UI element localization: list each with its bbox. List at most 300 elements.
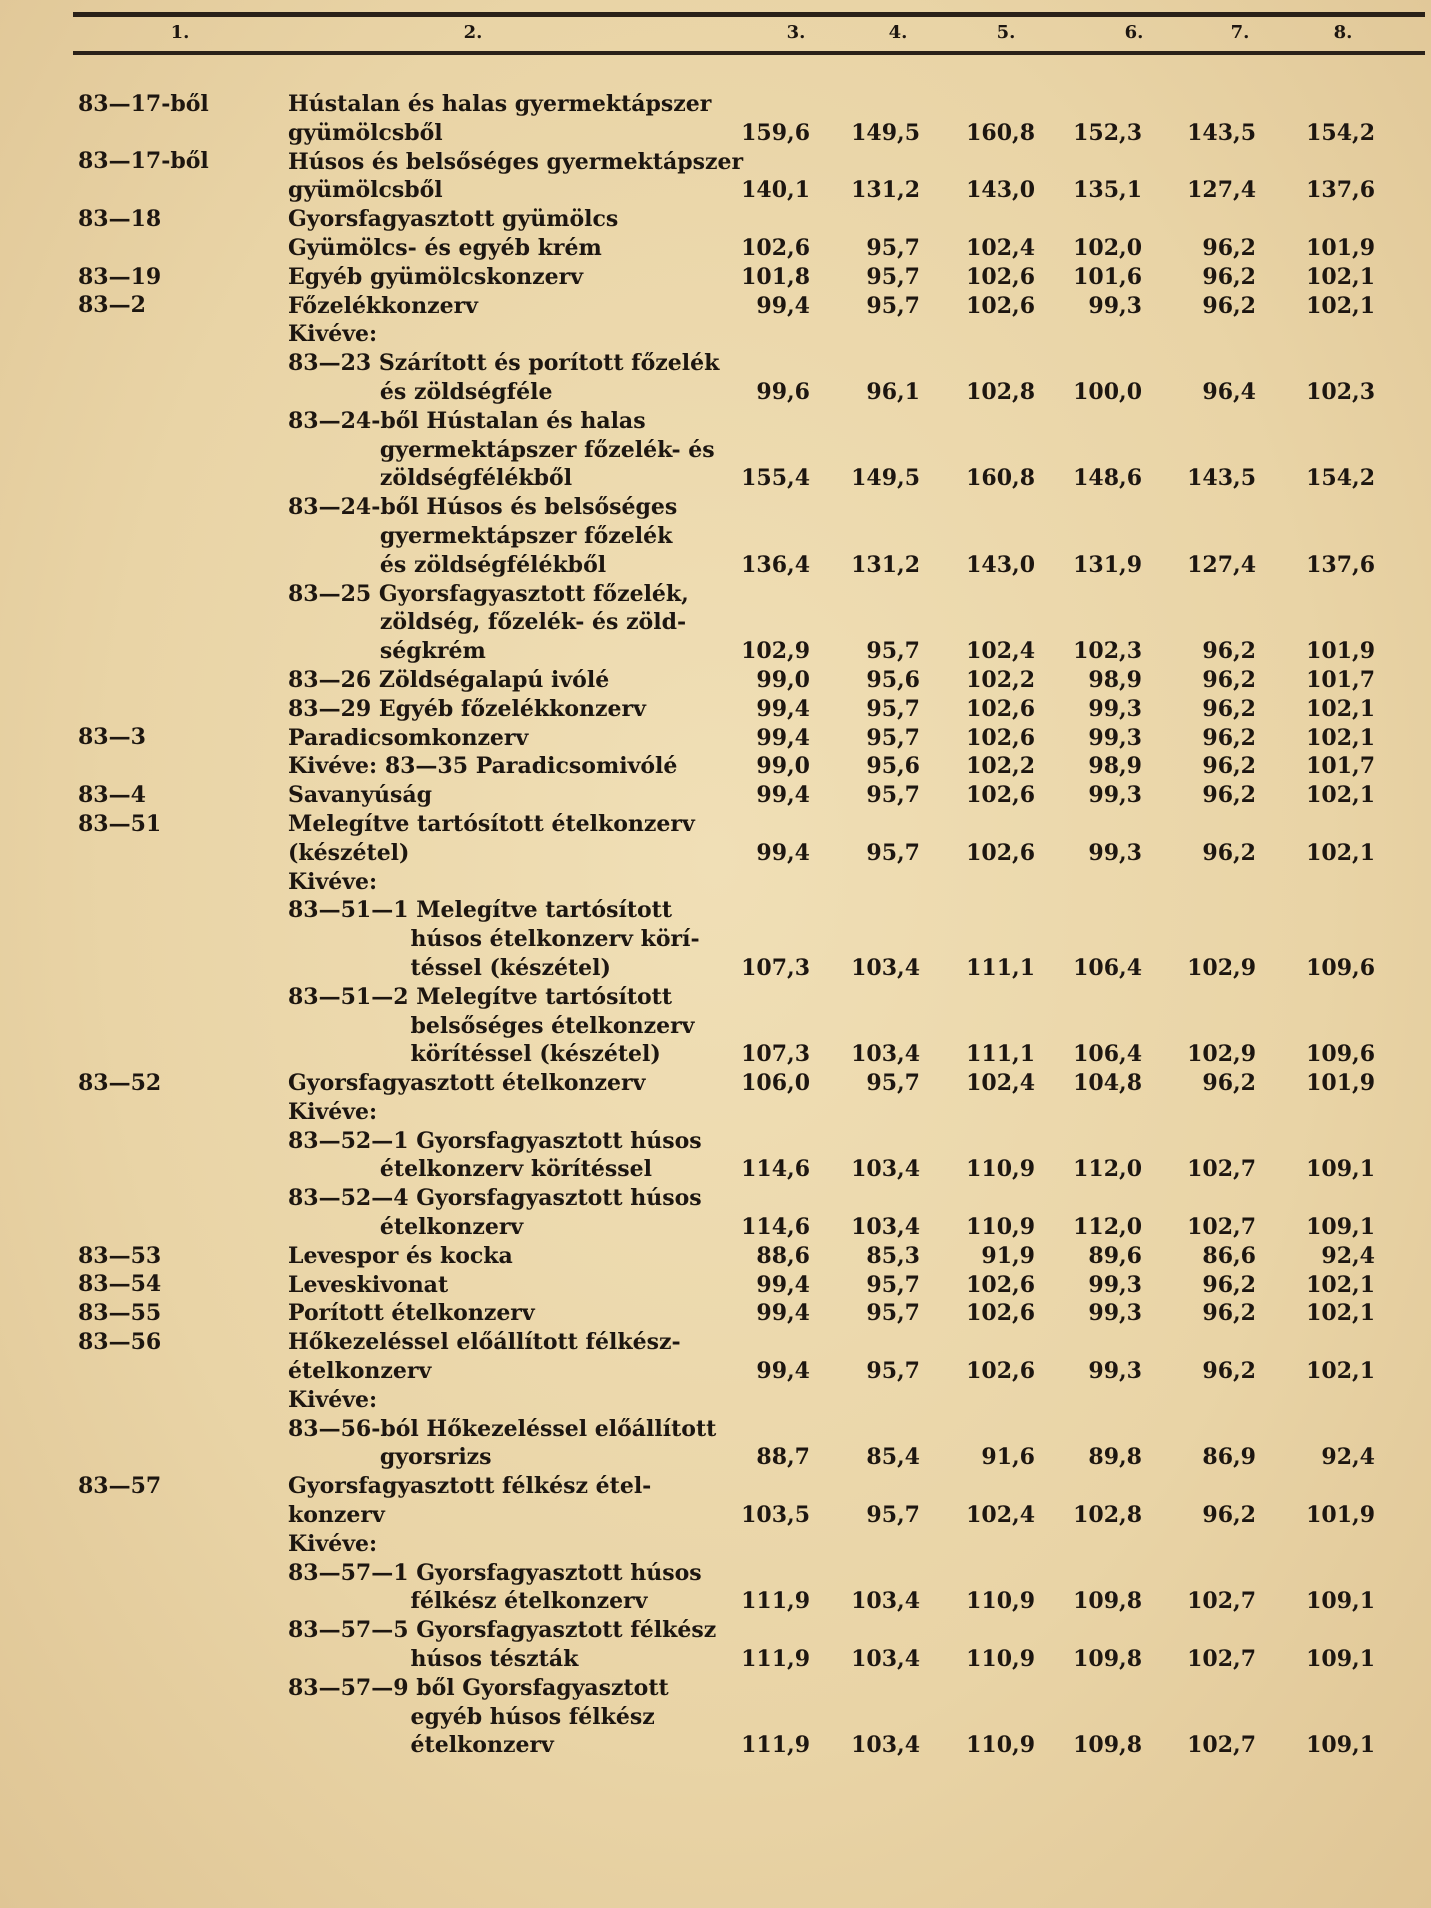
value-col-6: 109,8 (1073, 1588, 1142, 1615)
value-col-8: 101,9 (1306, 234, 1375, 261)
value-col-3: 155,4 (741, 465, 810, 492)
description-line: Porított ételkonzerv (288, 1300, 535, 1327)
description-line: Savanyúság (288, 782, 432, 809)
value-col-5: 91,9 (981, 1242, 1035, 1269)
description-line: körítéssel (készétel) (288, 1041, 661, 1068)
value-col-7: 96,2 (1202, 782, 1256, 809)
value-col-3: 99,0 (756, 666, 810, 693)
value-col-3: 111,9 (741, 1646, 810, 1673)
row-code: 83—17-ből (78, 90, 209, 117)
value-col-3: 103,5 (741, 1502, 810, 1529)
value-col-7: 86,9 (1202, 1444, 1256, 1471)
row-code: 83—4 (78, 781, 146, 808)
value-col-6: 98,9 (1088, 753, 1142, 780)
value-col-5: 143,0 (966, 551, 1035, 578)
description-line: 83—25 Gyorsfagyasztott főzelék, (288, 580, 689, 607)
description-line: Hőkezeléssel előállított félkész- (288, 1329, 681, 1356)
value-col-7: 86,6 (1202, 1242, 1256, 1269)
value-col-4: 95,6 (866, 753, 920, 780)
row-code: 83—2 (78, 292, 146, 319)
description-line: Gyorsfagyasztott gyümölcs (288, 206, 619, 233)
row-description (288, 90, 758, 148)
row-code: 83—56 (78, 1329, 162, 1356)
value-col-6: 89,8 (1088, 1444, 1142, 1471)
value-col-5: 110,9 (966, 1588, 1035, 1615)
top-rule (73, 12, 1425, 17)
row-description (288, 349, 758, 407)
row-code: 83—55 (78, 1300, 162, 1327)
description-line: Húsos és belsőséges gyermektápszer (288, 148, 744, 175)
value-col-7: 102,7 (1187, 1214, 1256, 1241)
value-col-4: 103,4 (851, 1214, 920, 1241)
table-row (0, 752, 1431, 781)
row-description (288, 580, 758, 666)
value-col-5: 102,6 (966, 724, 1035, 751)
table-row (0, 1415, 1431, 1473)
value-col-8: 102,1 (1306, 695, 1375, 722)
table-row (0, 205, 1431, 263)
value-col-7: 96,4 (1202, 378, 1256, 405)
value-col-3: 99,4 (756, 292, 810, 319)
row-description (288, 292, 758, 321)
value-col-7: 96,2 (1202, 1271, 1256, 1298)
description-line: Gyorsfagyasztott félkész étel- (288, 1473, 652, 1500)
value-col-3: 99,4 (756, 695, 810, 722)
column-header-row (0, 22, 1431, 48)
value-col-4: 95,7 (866, 1271, 920, 1298)
table-row (0, 1271, 1431, 1300)
value-col-5: 102,8 (966, 378, 1035, 405)
value-col-8: 101,9 (1306, 1502, 1375, 1529)
value-col-8: 101,9 (1306, 1070, 1375, 1097)
column-header-2: 2. (463, 22, 483, 43)
description-line: Gyorsfagyasztott ételkonzerv (288, 1070, 646, 1097)
value-col-4: 103,4 (851, 1732, 920, 1759)
value-col-7: 143,5 (1187, 465, 1256, 492)
table-row (0, 1386, 1431, 1415)
value-col-3: 107,3 (741, 954, 810, 981)
value-col-5: 110,9 (966, 1646, 1035, 1673)
column-header-6: 6. (1124, 22, 1144, 43)
table-row (0, 1127, 1431, 1185)
description-line: Kivéve: (288, 868, 378, 895)
description-line: Hústalan és halas gyermektápszer (288, 91, 712, 117)
value-col-6: 100,0 (1073, 378, 1142, 405)
value-col-8: 101,9 (1306, 638, 1375, 665)
value-col-8: 102,1 (1306, 1271, 1375, 1298)
value-col-3: 107,3 (741, 1041, 810, 1068)
row-description (288, 1271, 758, 1300)
value-col-8: 92,4 (1321, 1444, 1375, 1471)
value-col-3: 99,4 (756, 839, 810, 866)
value-col-7: 127,4 (1187, 177, 1256, 204)
value-col-8: 102,1 (1306, 263, 1375, 290)
value-col-7: 96,2 (1202, 724, 1256, 751)
row-description (288, 1616, 758, 1674)
description-line: Levespor és kocka (288, 1242, 513, 1269)
table-row (0, 1559, 1431, 1617)
value-col-5: 102,4 (966, 638, 1035, 665)
value-col-7: 96,2 (1202, 666, 1256, 693)
value-col-8: 109,6 (1306, 954, 1375, 981)
value-col-7: 96,2 (1202, 638, 1256, 665)
value-col-4: 149,5 (851, 119, 920, 146)
value-col-5: 110,9 (966, 1214, 1035, 1241)
row-code: 83—17-ből (78, 148, 209, 175)
row-description (288, 724, 758, 753)
value-col-6: 89,6 (1088, 1242, 1142, 1269)
value-col-6: 131,9 (1073, 551, 1142, 578)
value-col-4: 95,7 (866, 1300, 920, 1327)
value-col-4: 103,4 (851, 1041, 920, 1068)
value-col-3: 102,6 (741, 234, 810, 261)
value-col-5: 102,6 (966, 263, 1035, 290)
value-col-8: 102,1 (1306, 782, 1375, 809)
description-line: ségkrém (288, 638, 486, 665)
row-description (288, 148, 758, 206)
value-col-8: 102,1 (1306, 1358, 1375, 1385)
column-header-1: 1. (170, 22, 190, 43)
description-line: Kivéve: 83—35 Paradicsomivólé (288, 753, 678, 780)
row-description (288, 493, 758, 579)
value-col-4: 95,7 (866, 724, 920, 751)
description-line: belsőséges ételkonzerv (288, 1012, 695, 1039)
row-description (288, 1674, 758, 1760)
value-col-6: 106,4 (1073, 954, 1142, 981)
description-line: ételkonzerv (288, 1358, 432, 1385)
value-col-7: 96,2 (1202, 753, 1256, 780)
description-line: 83—24-ből Hústalan és halas (288, 407, 646, 434)
value-col-6: 148,6 (1073, 465, 1142, 492)
value-col-5: 102,4 (966, 1070, 1035, 1097)
value-col-6: 99,3 (1088, 292, 1142, 319)
value-col-3: 99,6 (756, 378, 810, 405)
column-header-5: 5. (996, 22, 1016, 43)
value-col-8: 101,7 (1306, 753, 1375, 780)
value-col-6: 102,8 (1073, 1502, 1142, 1529)
table-row (0, 1299, 1431, 1328)
description-line: 83—57—9 ből Gyorsfagyasztott (288, 1674, 669, 1701)
description-line: 83—57—5 Gyorsfagyasztott félkész (288, 1617, 717, 1644)
value-col-5: 160,8 (966, 465, 1035, 492)
value-col-6: 135,1 (1073, 177, 1142, 204)
table-row (0, 781, 1431, 810)
row-description (288, 810, 758, 868)
value-col-4: 103,4 (851, 954, 920, 981)
description-line: Gyümölcs- és egyéb krém (288, 234, 602, 261)
table-row (0, 1674, 1431, 1760)
value-col-3: 99,4 (756, 1358, 810, 1385)
description-line: és zöldségféle (288, 378, 553, 405)
value-col-3: 88,6 (756, 1242, 810, 1269)
row-description (288, 1472, 758, 1530)
description-line: 83—52—1 Gyorsfagyasztott húsos (288, 1127, 702, 1154)
value-col-8: 109,1 (1306, 1732, 1375, 1759)
description-line: Egyéb gyümölcskonzerv (288, 263, 584, 290)
value-col-7: 102,9 (1187, 954, 1256, 981)
value-col-4: 131,2 (851, 177, 920, 204)
value-col-4: 95,7 (866, 234, 920, 261)
value-col-7: 96,2 (1202, 234, 1256, 261)
value-col-8: 92,4 (1321, 1242, 1375, 1269)
value-col-8: 101,7 (1306, 666, 1375, 693)
row-code: 83—52 (78, 1069, 162, 1096)
row-code: 83—19 (78, 263, 162, 290)
description-line: 83—26 Zöldségalapú ivólé (288, 666, 610, 693)
value-col-4: 95,7 (866, 263, 920, 290)
description-line: félkész ételkonzerv (288, 1588, 648, 1615)
description-line: Kivéve: (288, 1098, 378, 1125)
value-col-5: 102,2 (966, 753, 1035, 780)
row-description (288, 695, 758, 724)
row-description (288, 1069, 758, 1098)
column-header-7: 7. (1230, 22, 1250, 43)
column-header-4: 4. (888, 22, 908, 43)
value-col-4: 103,4 (851, 1156, 920, 1183)
value-col-5: 102,4 (966, 234, 1035, 261)
table-row (0, 320, 1431, 349)
value-col-5: 110,9 (966, 1156, 1035, 1183)
value-col-6: 99,3 (1088, 1300, 1142, 1327)
value-col-6: 112,0 (1073, 1214, 1142, 1241)
value-col-5: 102,6 (966, 839, 1035, 866)
row-code: 83—57 (78, 1473, 162, 1500)
header-rule (73, 51, 1425, 55)
row-description (288, 781, 758, 810)
value-col-5: 102,6 (966, 695, 1035, 722)
value-col-5: 160,8 (966, 119, 1035, 146)
value-col-3: 114,6 (741, 1156, 810, 1183)
value-col-6: 101,6 (1073, 263, 1142, 290)
table-row (0, 666, 1431, 695)
row-description (288, 1415, 758, 1473)
value-col-4: 95,7 (866, 839, 920, 866)
value-col-4: 95,7 (866, 782, 920, 809)
value-col-7: 96,2 (1202, 263, 1256, 290)
value-col-7: 102,7 (1187, 1156, 1256, 1183)
table-row (0, 1098, 1431, 1127)
value-col-5: 102,6 (966, 1300, 1035, 1327)
value-col-3: 99,4 (756, 782, 810, 809)
value-col-3: 111,9 (741, 1732, 810, 1759)
value-col-7: 96,2 (1202, 1300, 1256, 1327)
value-col-6: 102,0 (1073, 234, 1142, 261)
description-line: Kivéve: (288, 321, 378, 348)
row-description (288, 983, 758, 1069)
description-line: Kivéve: (288, 1386, 378, 1413)
row-description (288, 896, 758, 982)
value-col-8: 102,1 (1306, 839, 1375, 866)
row-description (288, 666, 758, 695)
value-col-4: 131,2 (851, 551, 920, 578)
column-header-8: 8. (1333, 22, 1353, 43)
row-code: 83—3 (78, 724, 146, 751)
row-description (288, 1184, 758, 1242)
description-line: gyümölcsből (288, 119, 443, 146)
value-col-7: 102,7 (1187, 1588, 1256, 1615)
value-col-6: 99,3 (1088, 724, 1142, 751)
value-col-8: 102,3 (1306, 378, 1375, 405)
table-body (0, 90, 1431, 1760)
description-line: és zöldségfélékből (288, 551, 607, 578)
value-col-4: 95,7 (866, 292, 920, 319)
value-col-4: 95,7 (866, 1358, 920, 1385)
description-line: zöldség, főzelék- és zöld- (288, 609, 687, 636)
column-header-3: 3. (786, 22, 806, 43)
table-row (0, 292, 1431, 321)
description-line: zöldségfélékből (288, 465, 573, 492)
table-row (0, 1530, 1431, 1559)
value-col-8: 109,1 (1306, 1588, 1375, 1615)
value-col-6: 106,4 (1073, 1041, 1142, 1068)
value-col-6: 99,3 (1088, 695, 1142, 722)
value-col-5: 102,6 (966, 292, 1035, 319)
table-row (0, 1616, 1431, 1674)
value-col-8: 137,6 (1306, 177, 1375, 204)
table-row (0, 493, 1431, 579)
description-line: Kivéve: (288, 1530, 378, 1557)
row-code: 83—51 (78, 810, 162, 837)
row-description (288, 1530, 758, 1559)
table-row (0, 407, 1431, 493)
value-col-7: 96,2 (1202, 839, 1256, 866)
value-col-7: 102,7 (1187, 1646, 1256, 1673)
table-row (0, 580, 1431, 666)
value-col-8: 109,1 (1306, 1156, 1375, 1183)
description-line: húsos ételkonzerv körí- (288, 926, 700, 953)
value-col-3: 106,0 (741, 1070, 810, 1097)
table-row (0, 1242, 1431, 1271)
description-line: egyéb húsos félkész (288, 1703, 655, 1730)
row-description (288, 1559, 758, 1617)
value-col-6: 152,3 (1073, 119, 1142, 146)
value-col-4: 85,3 (866, 1242, 920, 1269)
value-col-3: 111,9 (741, 1588, 810, 1615)
value-col-8: 102,1 (1306, 292, 1375, 319)
value-col-6: 99,3 (1088, 1358, 1142, 1385)
value-col-6: 109,8 (1073, 1646, 1142, 1673)
table-row (0, 349, 1431, 407)
description-line: 83—29 Egyéb főzelékkonzerv (288, 695, 646, 722)
table-row (0, 1184, 1431, 1242)
value-col-8: 109,1 (1306, 1646, 1375, 1673)
value-col-6: 104,8 (1073, 1070, 1142, 1097)
value-col-4: 95,7 (866, 1502, 920, 1529)
description-line: 83—52—4 Gyorsfagyasztott húsos (288, 1185, 702, 1212)
table-row (0, 868, 1431, 897)
row-code: 83—18 (78, 205, 162, 232)
description-line: Melegítve tartósított ételkonzerv (288, 810, 695, 837)
value-col-5: 111,1 (966, 1041, 1035, 1068)
table-row (0, 983, 1431, 1069)
value-col-8: 102,1 (1306, 724, 1375, 751)
row-description (288, 868, 758, 897)
value-col-7: 96,2 (1202, 292, 1256, 319)
value-col-5: 102,6 (966, 782, 1035, 809)
row-description (288, 407, 758, 493)
value-col-5: 102,6 (966, 1271, 1035, 1298)
value-col-6: 99,3 (1088, 1271, 1142, 1298)
value-col-4: 149,5 (851, 465, 920, 492)
value-col-7: 102,9 (1187, 1041, 1256, 1068)
value-col-5: 110,9 (966, 1732, 1035, 1759)
row-code: 83—54 (78, 1271, 162, 1298)
table-row (0, 148, 1431, 206)
description-line: Paradicsomkonzerv (288, 724, 529, 751)
row-description (288, 1098, 758, 1127)
description-line: 83—56-ból Hőkezeléssel előállított (288, 1415, 717, 1442)
value-col-4: 103,4 (851, 1646, 920, 1673)
value-col-3: 99,0 (756, 753, 810, 780)
row-description (288, 1299, 758, 1328)
value-col-5: 102,4 (966, 1502, 1035, 1529)
description-line: ételkonzerv körítéssel (288, 1156, 653, 1183)
value-col-4: 95,7 (866, 1070, 920, 1097)
value-col-5: 91,6 (981, 1444, 1035, 1471)
table-row (0, 1472, 1431, 1530)
description-line: gyermektápszer főzelék- és (288, 436, 715, 463)
value-col-7: 143,5 (1187, 119, 1256, 146)
description-line: 83—24-ből Húsos és belsőséges (288, 494, 678, 521)
value-col-3: 99,4 (756, 724, 810, 751)
row-description (288, 1242, 758, 1271)
row-description (288, 205, 758, 263)
description-line: 83—57—1 Gyorsfagyasztott húsos (288, 1559, 702, 1586)
value-col-7: 102,7 (1187, 1732, 1256, 1759)
value-col-7: 96,2 (1202, 1070, 1256, 1097)
value-col-8: 154,2 (1306, 465, 1375, 492)
table-row (0, 90, 1431, 148)
value-col-6: 102,3 (1073, 638, 1142, 665)
table-row (0, 810, 1431, 868)
value-col-8: 109,1 (1306, 1214, 1375, 1241)
table-row (0, 695, 1431, 724)
row-description (288, 752, 758, 781)
table-row (0, 1328, 1431, 1386)
value-col-5: 102,2 (966, 666, 1035, 693)
value-col-6: 112,0 (1073, 1156, 1142, 1183)
description-line: téssel (készétel) (288, 954, 611, 981)
value-col-4: 103,4 (851, 1588, 920, 1615)
table-row (0, 1069, 1431, 1098)
description-line: 83—51—2 Melegítve tartósított (288, 983, 672, 1010)
value-col-7: 96,2 (1202, 695, 1256, 722)
value-col-5: 111,1 (966, 954, 1035, 981)
value-col-8: 154,2 (1306, 119, 1375, 146)
value-col-3: 99,4 (756, 1271, 810, 1298)
table-row (0, 724, 1431, 753)
value-col-7: 127,4 (1187, 551, 1256, 578)
description-line: húsos tészták (288, 1646, 579, 1673)
value-col-4: 95,6 (866, 666, 920, 693)
value-col-4: 95,7 (866, 695, 920, 722)
value-col-8: 109,6 (1306, 1041, 1375, 1068)
value-col-3: 159,6 (741, 119, 810, 146)
value-col-3: 101,8 (741, 263, 810, 290)
description-line: 83—23 Szárított és porított főzelék (288, 350, 720, 377)
table-row (0, 896, 1431, 982)
description-line: ételkonzerv (288, 1732, 554, 1759)
value-col-3: 114,6 (741, 1214, 810, 1241)
row-description (288, 1328, 758, 1386)
row-description (288, 320, 758, 349)
value-col-3: 136,4 (741, 551, 810, 578)
value-col-6: 98,9 (1088, 666, 1142, 693)
description-line: gyümölcsből (288, 177, 443, 204)
value-col-6: 109,8 (1073, 1732, 1142, 1759)
value-col-8: 102,1 (1306, 1300, 1375, 1327)
description-line: ételkonzerv (288, 1214, 524, 1241)
